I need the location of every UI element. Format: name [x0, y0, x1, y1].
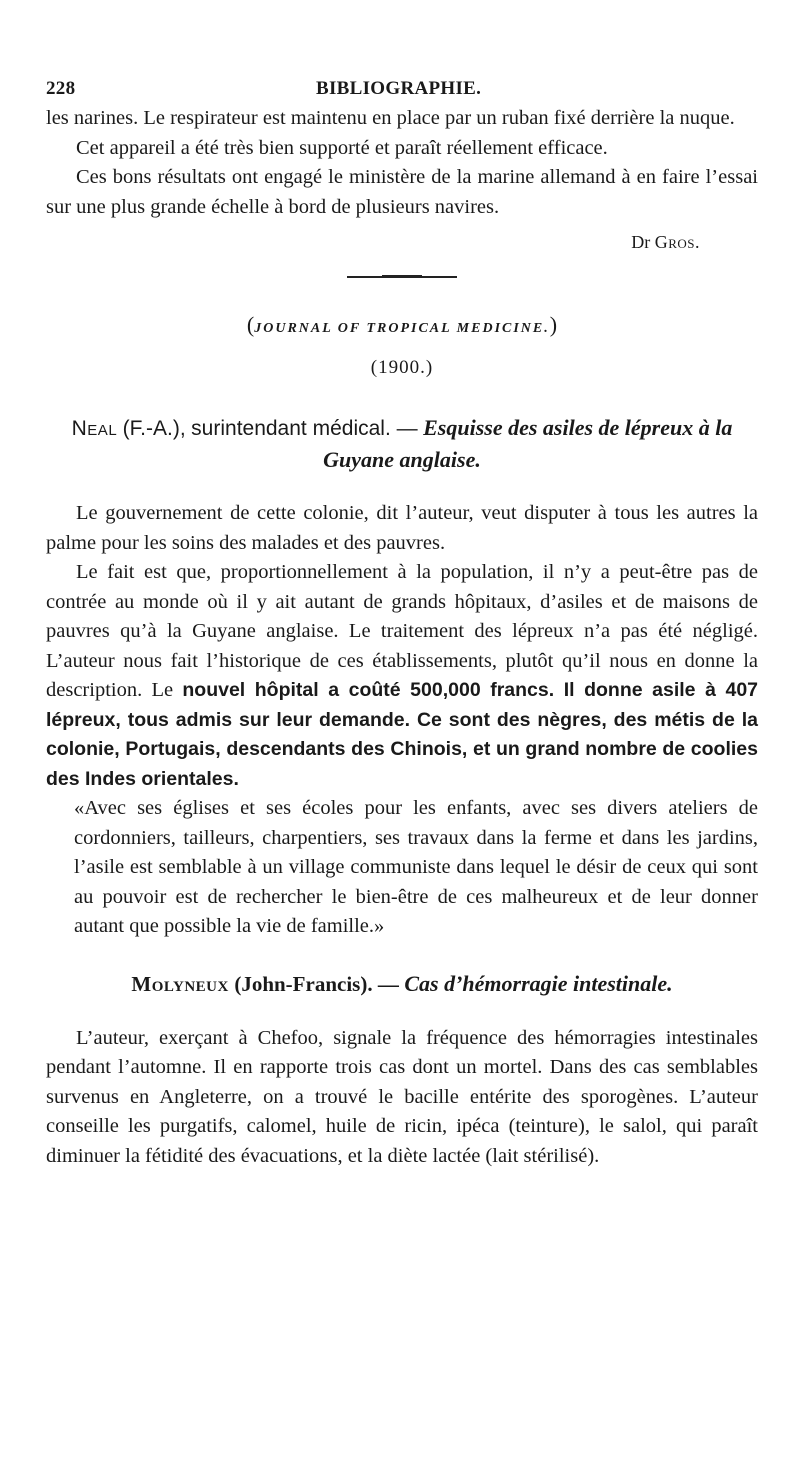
article-title: Esquisse des asiles de lépreux à la Guyane anglaise.: [323, 415, 733, 472]
article-paragraph: L’auteur, exerçant à Chefoo, signale la fréquence des hémorragies intestinales pendant l’automne. Il en rapporte trois cas dont un mortel. Dans des cas semblables survenus en Angleterre, on a trouvé le bacille entérite des sporogènes. L’auteur conseille les purgatifs, calomel, huile de ricin, ipéca (teinture), le salol, qui paraît diminuer la fétidité des évacuations, et la diète lactée (lait stérilisé).: [46, 1026, 758, 1167]
journal-close-paren: ): [549, 312, 558, 337]
journal-heading: [46, 310, 758, 344]
continuation-paragraph-3: Ces bons résultats ont engagé le ministère de la marine allemand à en faire l’essai sur une plus grande échelle à bord de plusieurs navires.: [46, 166, 758, 218]
signature-prefix: Dr: [631, 232, 651, 252]
article-author-role: surintendant médical. —: [191, 417, 418, 440]
article-paragraph-2-bold: nouvel hôpital a coûté 500,000 francs. Il donne asile à 407 lépreux, tous admis sur leur demande. Ce sont des nègres, des métis de la colonie, Portugais, descendants des Chinois, et un grand nombre de coolies des Indes orientales.: [46, 679, 759, 790]
article-paragraph-2: [46, 558, 758, 794]
section-divider: [347, 276, 457, 278]
running-title: BIBLIOGRAPHIE.: [316, 78, 482, 99]
journal-year: (1900.): [370, 357, 434, 378]
signature: [46, 228, 700, 256]
continuation-paragraph: les narines. Le respirateur est maintenu en place par un ruban fixé derrière la nuque.: [46, 107, 735, 129]
article-author: Molyneux: [131, 971, 229, 996]
page-number: 228: [46, 78, 76, 99]
article-author-name: (John-Francis). —: [234, 971, 399, 996]
continuation-paragraph-2: Cet appareil a été très bien supporté et paraît réellement efficace.: [76, 136, 608, 159]
article-author: Neal: [71, 417, 118, 440]
article-paragraph: Le gouvernement de cette colonie, dit l’auteur, veut disputer à tous les autres la palme pour les soins des malades et des pauvres.: [46, 502, 758, 554]
article-heading-neal: [46, 412, 758, 475]
article-quote: «Avec ses églises et ses écoles pour les enfants, avec ses divers ateliers de cordonniers, tailleurs, charpentiers, ses travaux dans la ferme et dans les jardins, l’asile est semblable à un village communiste dans lequel le désir de ceux qui sont au pouvoir est de rechercher le bien-être de ces malheureux et de leur donner autant que possible la vie de famille.»: [74, 797, 758, 937]
article-heading-molyneux: [46, 968, 758, 1000]
article-author-initials: (F.-A.),: [122, 417, 186, 440]
book-page: [46, 78, 758, 1171]
journal-name: JOURNAL OF TROPICAL MEDICINE.: [254, 321, 550, 336]
running-header: [46, 78, 758, 104]
spacer: [46, 475, 758, 499]
spacer: [46, 1000, 758, 1024]
journal-open-paren: (: [246, 312, 255, 337]
article-title: Cas d’hémorragie intestinale.: [404, 970, 673, 996]
signature-name: Gros.: [654, 232, 700, 252]
article-paragraph-2-regular: Le fait est que, proportionnellement à la population, il n’y a peut-être pas de contrée au monde où il y ait autant de grands hôpitaux, d’asiles et de maisons de pauvres qu’à la Guyane anglaise. Le traitement des lépreux n’a pas été négligé. L’auteur nous fait l’historique de ces établissements, plutôt qu’il nous en donne la description. Le: [46, 561, 758, 701]
